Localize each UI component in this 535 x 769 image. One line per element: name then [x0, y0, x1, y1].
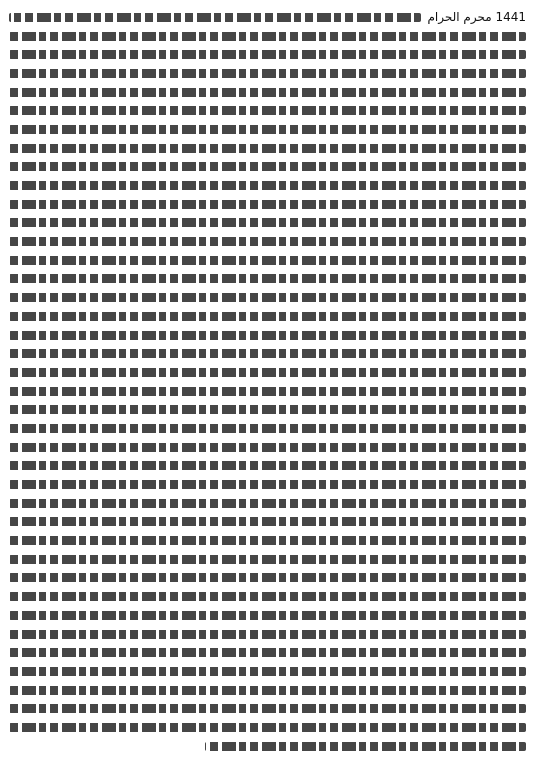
article-line — [9, 27, 526, 46]
text-line-placeholder — [9, 13, 421, 22]
text-line-placeholder — [9, 162, 526, 171]
article-line — [9, 101, 526, 120]
text-line-placeholder — [9, 218, 526, 227]
article-line — [9, 45, 526, 64]
text-line-placeholder — [9, 536, 526, 545]
article-line-text: 1441 محرم الحرام — [427, 10, 526, 25]
text-line-placeholder — [9, 648, 526, 657]
text-line-placeholder — [9, 200, 526, 209]
text-line-placeholder — [9, 499, 526, 508]
article-line — [9, 494, 526, 513]
text-line-placeholder — [9, 517, 526, 526]
text-line-placeholder — [9, 461, 526, 470]
article-line — [9, 606, 526, 625]
article-line — [9, 307, 526, 326]
text-line-placeholder — [9, 573, 526, 582]
article-line — [9, 400, 526, 419]
article-line — [9, 475, 526, 494]
article-line — [9, 251, 526, 270]
article-line — [9, 457, 526, 476]
article-line — [9, 232, 526, 251]
text-line-placeholder — [9, 181, 526, 190]
text-line-placeholder — [9, 144, 526, 153]
article-line — [9, 139, 526, 158]
article-line — [9, 288, 526, 307]
article-line — [9, 120, 526, 139]
text-line-placeholder — [9, 630, 526, 639]
article-line — [9, 326, 526, 345]
text-line-placeholder — [9, 480, 526, 489]
text-line-placeholder — [9, 723, 526, 732]
text-line-placeholder — [205, 742, 526, 751]
text-line-placeholder — [9, 50, 526, 59]
article-line — [9, 438, 526, 457]
article-line — [9, 214, 526, 233]
text-line-placeholder — [9, 256, 526, 265]
text-line-placeholder — [9, 405, 526, 414]
article-line — [9, 587, 526, 606]
article-line — [9, 382, 526, 401]
article-line — [9, 531, 526, 550]
text-line-placeholder — [9, 611, 526, 620]
text-line-placeholder — [9, 349, 526, 358]
article-line — [9, 737, 526, 756]
article-line — [9, 699, 526, 718]
text-line-placeholder — [9, 424, 526, 433]
article-body — [9, 8, 526, 763]
article-line — [9, 363, 526, 382]
article-line — [9, 681, 526, 700]
text-line-placeholder — [9, 331, 526, 340]
text-line-placeholder — [9, 32, 526, 41]
article-line — [9, 419, 526, 438]
text-line-placeholder — [9, 293, 526, 302]
text-line-placeholder — [9, 69, 526, 78]
text-line-placeholder — [9, 667, 526, 676]
article-line — [9, 662, 526, 681]
article-line — [9, 8, 526, 27]
text-line-placeholder — [9, 555, 526, 564]
article-line — [9, 344, 526, 363]
article-line — [9, 270, 526, 289]
text-line-placeholder — [9, 592, 526, 601]
text-line-placeholder — [9, 443, 526, 452]
article-line — [9, 718, 526, 737]
text-line-placeholder — [9, 368, 526, 377]
article-line — [9, 176, 526, 195]
text-line-placeholder — [9, 387, 526, 396]
article-line — [9, 195, 526, 214]
article-line — [9, 158, 526, 177]
text-line-placeholder — [9, 106, 526, 115]
text-line-placeholder — [9, 88, 526, 97]
text-line-placeholder — [9, 312, 526, 321]
article-line — [9, 643, 526, 662]
text-line-placeholder — [9, 704, 526, 713]
article-line — [9, 64, 526, 83]
article-line — [9, 625, 526, 644]
article-line — [9, 550, 526, 569]
text-line-placeholder — [9, 125, 526, 134]
article-line — [9, 513, 526, 532]
text-line-placeholder — [9, 686, 526, 695]
article-line — [9, 83, 526, 102]
text-line-placeholder — [9, 237, 526, 246]
text-line-placeholder — [9, 274, 526, 283]
article-line — [9, 569, 526, 588]
